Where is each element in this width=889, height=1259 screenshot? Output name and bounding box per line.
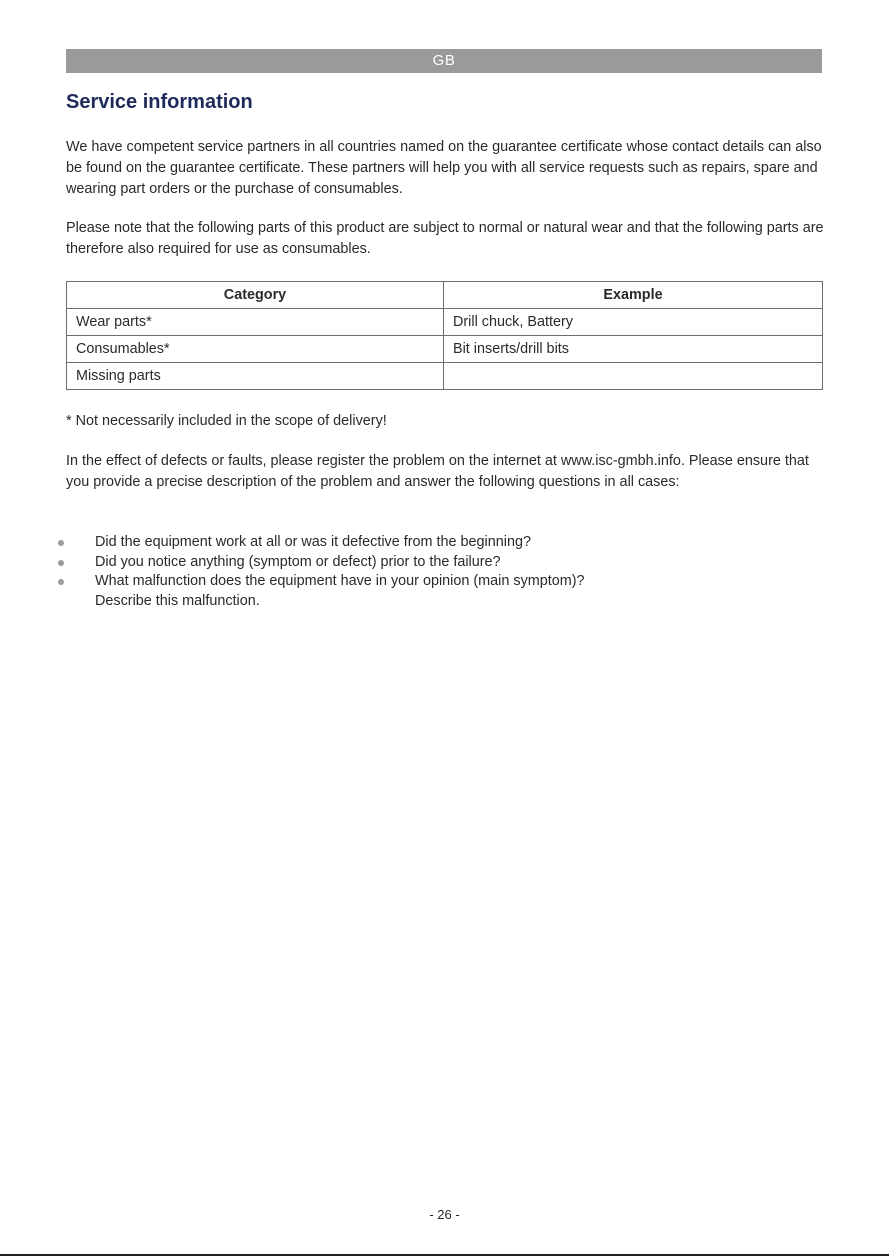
page-bottom-rule bbox=[0, 1254, 889, 1256]
delivery-footnote: * Not necessarily included in the scope of delivery! bbox=[66, 413, 387, 429]
column-header-category: Category bbox=[67, 282, 444, 309]
page-number: - 26 - bbox=[429, 1207, 460, 1222]
list-item bbox=[58, 533, 818, 553]
page-title: Service information bbox=[66, 91, 253, 113]
question-text: Did you notice anything (symptom or defect) prior to the failure? bbox=[95, 553, 501, 570]
table-cell-category: Missing parts bbox=[67, 363, 444, 390]
language-header-bar bbox=[66, 49, 822, 73]
table-row bbox=[67, 363, 823, 390]
column-header-example: Example bbox=[444, 282, 823, 309]
question-text: Did the equipment work at all or was it defective from the beginning? bbox=[95, 534, 531, 550]
table-row bbox=[67, 309, 823, 336]
question-continuation: Describe this malfunction. bbox=[95, 592, 260, 609]
bullet-icon bbox=[58, 560, 64, 566]
bullet-icon bbox=[58, 579, 64, 585]
parts-table bbox=[66, 281, 823, 390]
question-list bbox=[58, 533, 818, 611]
intro-paragraph: We have competent service partners in all countries named on the guarantee certificate whose contact details can also be found on the guarantee certificate. These partners will help you with all service requests such as repairs, spare and wearing part orders or the purchase of consumables. bbox=[66, 139, 822, 197]
list-item bbox=[58, 572, 818, 611]
table-cell-category: Wear parts* bbox=[67, 309, 444, 336]
table-row bbox=[67, 336, 823, 363]
table-cell-example: Drill chuck, Battery bbox=[444, 309, 823, 336]
language-code: GB bbox=[432, 52, 456, 69]
list-item bbox=[58, 553, 818, 573]
wear-note-paragraph: Please note that the following parts of this product are subject to normal or natural wear and that the following parts are therefore also required for use as consumables. bbox=[66, 220, 824, 257]
table-cell-example bbox=[444, 363, 823, 390]
question-text: What malfunction does the equipment have in your opinion (main symptom)? bbox=[95, 573, 585, 589]
table-cell-example: Bit inserts/drill bits bbox=[444, 336, 823, 363]
defects-paragraph: In the effect of defects or faults, please register the problem on the internet at www.isc-gmbh.info. Please ensure that you provide a precise description of the problem and answer the following questions in all cases: bbox=[66, 453, 809, 490]
bullet-icon bbox=[58, 540, 64, 546]
table-cell-category: Consumables* bbox=[67, 336, 444, 363]
table-header-row bbox=[67, 282, 823, 309]
